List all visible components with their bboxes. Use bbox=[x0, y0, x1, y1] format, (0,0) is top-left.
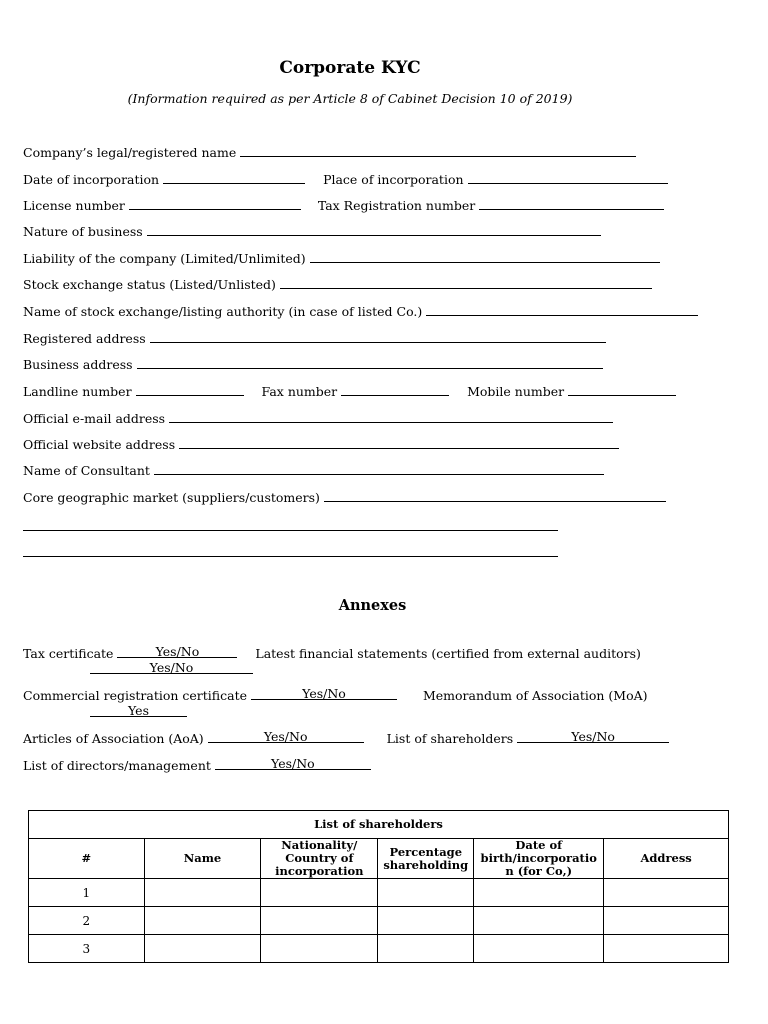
tax-certificate-label: Tax certificate bbox=[23, 646, 114, 661]
cell-name[interactable] bbox=[144, 935, 261, 963]
tax-registration-field[interactable] bbox=[479, 197, 664, 210]
commercial-registration-value: Yes/No bbox=[302, 686, 346, 701]
stock-exchange-name-field[interactable] bbox=[426, 303, 698, 316]
website-field[interactable] bbox=[179, 436, 619, 449]
row-number: 3 bbox=[29, 935, 145, 963]
row-moa-value bbox=[90, 704, 187, 721]
row-date-place bbox=[23, 171, 668, 188]
cell-nationality[interactable] bbox=[261, 907, 378, 935]
directors-label: List of directors/management bbox=[23, 758, 211, 773]
row-financial-statements-value bbox=[90, 661, 253, 678]
core-market-extra-line-1[interactable] bbox=[23, 530, 558, 531]
cell-date-of-birth[interactable] bbox=[474, 907, 604, 935]
row-directors bbox=[23, 757, 371, 774]
license-number-label: License number bbox=[23, 198, 125, 213]
email-label: Official e-mail address bbox=[23, 411, 166, 426]
business-address-label: Business address bbox=[23, 357, 133, 372]
row-email bbox=[23, 410, 613, 427]
annexes-heading: Annexes bbox=[338, 597, 407, 614]
row-number: 1 bbox=[29, 879, 145, 907]
cell-percentage[interactable] bbox=[378, 879, 474, 907]
table-caption: List of shareholders bbox=[29, 811, 729, 839]
shareholders-value: Yes/No bbox=[571, 729, 615, 744]
date-incorporation-label: Date of incorporation bbox=[23, 172, 160, 187]
registered-address-label: Registered address bbox=[23, 331, 146, 346]
cell-nationality[interactable] bbox=[261, 879, 378, 907]
financial-statements-field[interactable] bbox=[90, 661, 253, 674]
row-website bbox=[23, 436, 619, 453]
aoa-label: Articles of Association (AoA) bbox=[23, 731, 204, 746]
mobile-field[interactable] bbox=[568, 383, 676, 396]
row-liability bbox=[23, 250, 660, 267]
row-stock-status bbox=[23, 276, 652, 293]
liability-field[interactable] bbox=[310, 250, 660, 263]
financial-statements-value: Yes/No bbox=[149, 660, 194, 675]
page-title: Corporate KYC bbox=[279, 58, 421, 78]
liability-label: Liability of the company (Limited/Unlimited) bbox=[23, 251, 306, 266]
header-date-of-birth: Date of birth/incorporatio n (for Co,) bbox=[474, 839, 604, 879]
row-stock-exchange-name bbox=[23, 303, 698, 320]
aoa-value: Yes/No bbox=[263, 729, 308, 744]
moa-label: Memorandum of Association (MoA) bbox=[422, 688, 648, 703]
header-number: # bbox=[29, 839, 145, 879]
row-core-market bbox=[23, 489, 666, 506]
moa-field[interactable] bbox=[90, 704, 187, 717]
financial-statements-label: Latest financial statements (certified from external auditors) bbox=[255, 646, 641, 661]
place-incorporation-label: Place of incorporation bbox=[323, 172, 464, 187]
commercial-registration-label: Commercial registration certificate bbox=[23, 688, 248, 703]
core-market-extra-line-2[interactable] bbox=[23, 556, 558, 557]
table-row bbox=[29, 879, 729, 907]
shareholders-table bbox=[28, 810, 729, 963]
cell-date-of-birth[interactable] bbox=[474, 879, 604, 907]
legal-name-label: Company’s legal/registered name bbox=[23, 145, 237, 160]
row-aoa-shareholders bbox=[23, 730, 669, 747]
place-incorporation-field[interactable] bbox=[468, 171, 668, 184]
header-address: Address bbox=[604, 839, 729, 879]
nature-business-field[interactable] bbox=[147, 223, 601, 236]
nature-business-label: Nature of business bbox=[23, 224, 143, 239]
fax-label: Fax number bbox=[261, 384, 338, 399]
cell-address[interactable] bbox=[604, 879, 729, 907]
business-address-field[interactable] bbox=[137, 356, 603, 369]
tax-certificate-field[interactable] bbox=[117, 645, 237, 658]
header-name: Name bbox=[144, 839, 261, 879]
directors-value: Yes/No bbox=[271, 756, 315, 771]
tax-registration-label: Tax Registration number bbox=[317, 198, 476, 213]
row-registered-address bbox=[23, 330, 606, 347]
cell-address[interactable] bbox=[604, 907, 729, 935]
cell-date-of-birth[interactable] bbox=[474, 935, 604, 963]
row-business-address bbox=[23, 356, 603, 373]
directors-field[interactable] bbox=[215, 757, 371, 770]
landline-field[interactable] bbox=[136, 383, 244, 396]
mobile-label: Mobile number bbox=[467, 384, 565, 399]
stock-status-label: Stock exchange status (Listed/Unlisted) bbox=[23, 277, 276, 292]
shareholders-field[interactable] bbox=[517, 730, 669, 743]
consultant-field[interactable] bbox=[154, 462, 604, 475]
stock-exchange-name-label: Name of stock exchange/listing authority (in case of listed Co.) bbox=[23, 304, 423, 319]
row-consultant bbox=[23, 462, 604, 479]
core-market-label: Core geographic market (suppliers/customers) bbox=[23, 490, 320, 505]
shareholders-label: List of shareholders bbox=[386, 731, 514, 746]
legal-name-field[interactable] bbox=[240, 144, 636, 157]
aoa-field[interactable] bbox=[208, 730, 364, 743]
table-row bbox=[29, 935, 729, 963]
commercial-registration-field[interactable] bbox=[251, 687, 397, 700]
tax-certificate-value: Yes/No bbox=[155, 644, 200, 659]
row-legal-name bbox=[23, 144, 636, 161]
cell-name[interactable] bbox=[144, 907, 261, 935]
cell-address[interactable] bbox=[604, 935, 729, 963]
cell-percentage[interactable] bbox=[378, 907, 474, 935]
table-row bbox=[29, 907, 729, 935]
row-phone-numbers bbox=[23, 383, 676, 400]
date-incorporation-field[interactable] bbox=[163, 171, 305, 184]
email-field[interactable] bbox=[169, 410, 613, 423]
registered-address-field[interactable] bbox=[150, 330, 606, 343]
landline-label: Landline number bbox=[23, 384, 132, 399]
row-commercial-registration bbox=[23, 687, 648, 704]
row-nature-business bbox=[23, 223, 601, 240]
row-license-tax bbox=[23, 197, 664, 214]
website-label: Official website address bbox=[23, 437, 176, 452]
header-percentage: Percentage shareholding bbox=[378, 839, 474, 879]
consultant-label: Name of Consultant bbox=[23, 463, 150, 478]
moa-value: Yes bbox=[128, 703, 149, 718]
core-market-field[interactable] bbox=[324, 489, 666, 502]
stock-status-field[interactable] bbox=[280, 276, 652, 289]
row-number: 2 bbox=[29, 907, 145, 935]
page-subtitle: (Information required as per Article 8 of Cabinet Decision 10 of 2019) bbox=[127, 91, 573, 106]
header-nationality: Nationality/ Country of incorporation bbox=[261, 839, 378, 879]
fax-field[interactable] bbox=[341, 383, 449, 396]
cell-percentage[interactable] bbox=[378, 935, 474, 963]
cell-nationality[interactable] bbox=[261, 935, 378, 963]
cell-name[interactable] bbox=[144, 879, 261, 907]
license-number-field[interactable] bbox=[129, 197, 301, 210]
